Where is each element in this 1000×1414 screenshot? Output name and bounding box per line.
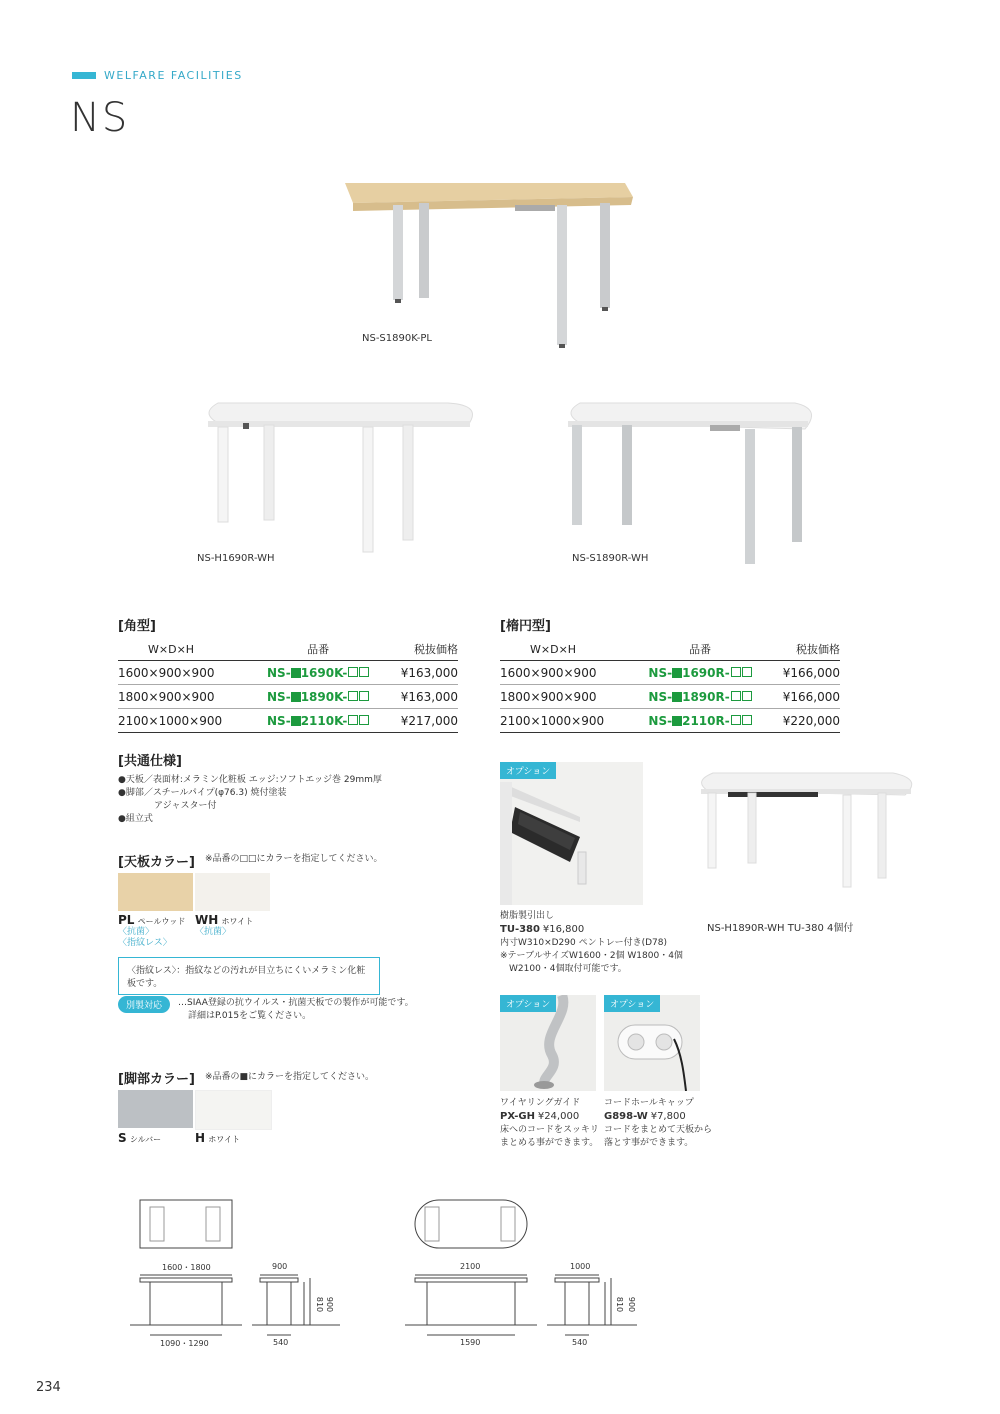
code-prefix: NS- xyxy=(267,666,291,680)
leg-color-square-icon xyxy=(291,692,301,702)
swatch-white xyxy=(195,873,270,911)
option-code: G898-W xyxy=(604,1111,648,1122)
spec-line: ●天板／表面材:メラミン化粧板 エッジ:ソフトエッジ巻 29mm厚 xyxy=(118,775,382,785)
table-row xyxy=(118,709,458,733)
code-prefix: NS- xyxy=(648,714,673,728)
custom-line: 詳細はP.015をご覧ください。 xyxy=(188,1011,312,1021)
code-cell: 1690K- xyxy=(300,666,348,680)
dim-depth: 1000 xyxy=(570,1262,591,1271)
leg-color-square-icon xyxy=(672,692,682,702)
dim-h1: 810 xyxy=(315,1296,325,1313)
fingerprint-note: 〈指紋レス〉：指紋などの汚れが目立ちにくいメラミン化粧板です。 xyxy=(118,957,380,995)
option-price: ¥16,800 xyxy=(542,924,585,935)
option-table-image xyxy=(693,765,923,890)
option-table-caption: NS-H1890R-WH TU-380 4個付 xyxy=(707,923,854,934)
color-box-icon xyxy=(359,715,369,725)
leg-color-square-icon xyxy=(291,716,301,726)
square-table-drawing xyxy=(130,1195,350,1355)
price-cell: ¥217,000 xyxy=(384,709,458,733)
top-color-title: [天板カラー] xyxy=(118,855,195,870)
color-box-icon xyxy=(731,691,741,701)
code-cell: 1890K- xyxy=(300,690,348,704)
swatch-pale-wood xyxy=(118,873,193,911)
common-spec-title: [共通仕様] xyxy=(118,754,182,769)
col-size: W×D×H xyxy=(118,637,252,661)
color-box-icon xyxy=(742,667,752,677)
option-desc: コードをまとめて天板から xyxy=(604,1125,713,1135)
option-desc: 床へのコードをスッキリ xyxy=(500,1125,599,1135)
oval-table-silver-image xyxy=(560,395,820,570)
custom-order-badge: 別製対応 xyxy=(118,996,170,1013)
dim-depth: 900 xyxy=(272,1262,288,1271)
size-cell: 2100×1000×900 xyxy=(118,709,252,733)
leg-color-square-icon xyxy=(672,716,682,726)
table-row xyxy=(118,661,458,685)
color-box-icon xyxy=(742,691,752,701)
dim-width: 2100 xyxy=(460,1262,481,1271)
swatch-name: ペールウッド xyxy=(137,917,186,926)
table-row xyxy=(500,661,840,685)
spec-line: ●脚部／スチールパイプ(φ76.3) 焼付塗装 xyxy=(118,788,287,798)
swatch-silver xyxy=(118,1090,193,1128)
custom-line: …SIAA登録の抗ウイルス・抗菌天板での製作が可能です。 xyxy=(178,998,414,1008)
price-cell: ¥166,000 xyxy=(766,685,840,709)
oval-table-white-image xyxy=(198,395,488,555)
dim-h2: 900 xyxy=(627,1296,637,1313)
color-box-icon xyxy=(742,715,752,725)
swatch-name: ホワイト xyxy=(208,1135,240,1144)
table-row xyxy=(500,685,840,709)
leg-color-note: ※品番の■にカラーを指定してください。 xyxy=(205,1072,375,1082)
dim-width: 1600・1800 xyxy=(162,1263,211,1272)
option-name: 樹脂製引出し xyxy=(500,911,555,921)
dim-h1: 810 xyxy=(615,1296,625,1313)
leg-color-title: [脚部カラー] xyxy=(118,1072,195,1087)
option-name: ワイヤリングガイド xyxy=(500,1098,581,1108)
option-label: オプション xyxy=(604,995,660,1012)
swatch-code: WH xyxy=(195,913,219,927)
swatch-name: シルバー xyxy=(129,1135,162,1144)
code-prefix: NS- xyxy=(648,666,673,680)
leg-color-square-icon xyxy=(672,668,682,678)
swatch-leg-white xyxy=(195,1090,272,1130)
option-code: TU-380 xyxy=(500,924,540,935)
oval-price-table xyxy=(500,637,840,733)
left-image-caption: NS-H1690R-WH xyxy=(197,553,275,564)
right-image-caption: NS-S1890R-WH xyxy=(572,553,649,564)
option-price: ¥7,800 xyxy=(650,1111,686,1122)
price-cell: ¥220,000 xyxy=(766,709,840,733)
option-desc: W2100・4個取付可能です。 xyxy=(500,964,627,974)
main-table-image xyxy=(335,175,635,355)
code-cell: 1690R- xyxy=(682,666,730,680)
option-desc: 内寸W310×D290 ペントレー付き(D78) xyxy=(500,938,667,948)
code-prefix: NS- xyxy=(267,714,291,728)
swatch-code: PL xyxy=(118,913,135,927)
option-desc: まとめる事ができます。 xyxy=(500,1138,599,1148)
price-cell: ¥166,000 xyxy=(766,661,840,685)
size-cell: 1800×900×900 xyxy=(118,685,252,709)
code-prefix: NS- xyxy=(648,690,673,704)
color-box-icon xyxy=(359,667,369,677)
table-row xyxy=(118,685,458,709)
size-cell: 1600×900×900 xyxy=(118,661,252,685)
page-title: NS xyxy=(70,95,130,141)
header-accent-bar xyxy=(72,72,96,79)
spec-line: ●組立式 xyxy=(118,814,153,824)
tray-option-image xyxy=(500,762,643,905)
square-price-table xyxy=(118,637,458,733)
swatch-sub: 〈抗菌〉 xyxy=(118,927,155,937)
table-row xyxy=(500,709,840,733)
col-price: 税抜価格 xyxy=(766,637,840,661)
size-cell: 1800×900×900 xyxy=(500,685,634,709)
square-table-title: [角型] xyxy=(118,619,156,634)
option-desc: ※テーブルサイズW1600・2個 W1800・4個 xyxy=(500,951,683,961)
oval-table-drawing xyxy=(405,1195,645,1355)
color-box-icon xyxy=(359,691,369,701)
category-label: WELFARE FACILITIES xyxy=(104,69,243,82)
color-box-icon xyxy=(348,715,358,725)
col-price: 税抜価格 xyxy=(384,637,458,661)
code-prefix: NS- xyxy=(267,690,291,704)
option-label: オプション xyxy=(500,995,556,1012)
option-code: PX-GH xyxy=(500,1111,535,1122)
top-color-note: ※品番の□□にカラーを指定してください。 xyxy=(205,854,383,864)
option-name: コードホールキャップ xyxy=(604,1098,694,1108)
swatch-code: H xyxy=(195,1131,206,1145)
option-price: ¥24,000 xyxy=(537,1111,580,1122)
price-cell: ¥163,000 xyxy=(384,685,458,709)
dim-leg-span: 1090・1290 xyxy=(160,1339,209,1348)
color-box-icon xyxy=(731,667,741,677)
size-cell: 2100×1000×900 xyxy=(500,709,634,733)
spec-line: アジャスター付 xyxy=(118,801,217,811)
dim-leg-span: 1590 xyxy=(460,1338,481,1347)
color-box-icon xyxy=(731,715,741,725)
option-label: オプション xyxy=(500,762,556,779)
swatch-code: S xyxy=(118,1131,127,1145)
swatch-sub: 〈抗菌〉 xyxy=(195,927,232,937)
page-number: 234 xyxy=(36,1380,61,1395)
col-code: 品番 xyxy=(634,637,767,661)
option-desc: 落とす事ができます。 xyxy=(604,1138,694,1148)
oval-table-title: [楕円型] xyxy=(500,619,551,634)
col-code: 品番 xyxy=(252,637,384,661)
code-cell: 1890R- xyxy=(682,690,730,704)
swatch-name: ホワイト xyxy=(221,917,254,926)
code-cell: 2110R- xyxy=(682,714,730,728)
dim-leg-depth: 540 xyxy=(273,1338,289,1347)
main-image-caption: NS-S1890K-PL xyxy=(362,333,432,344)
col-size: W×D×H xyxy=(500,637,634,661)
dim-leg-depth: 540 xyxy=(572,1338,588,1347)
swatch-sub: 〈指紋レス〉 xyxy=(118,938,172,948)
price-cell: ¥163,000 xyxy=(384,661,458,685)
code-cell: 2110K- xyxy=(300,714,348,728)
leg-color-square-icon xyxy=(291,668,301,678)
dim-h2: 900 xyxy=(325,1296,335,1313)
color-box-icon xyxy=(348,667,358,677)
color-box-icon xyxy=(348,691,358,701)
size-cell: 1600×900×900 xyxy=(500,661,634,685)
